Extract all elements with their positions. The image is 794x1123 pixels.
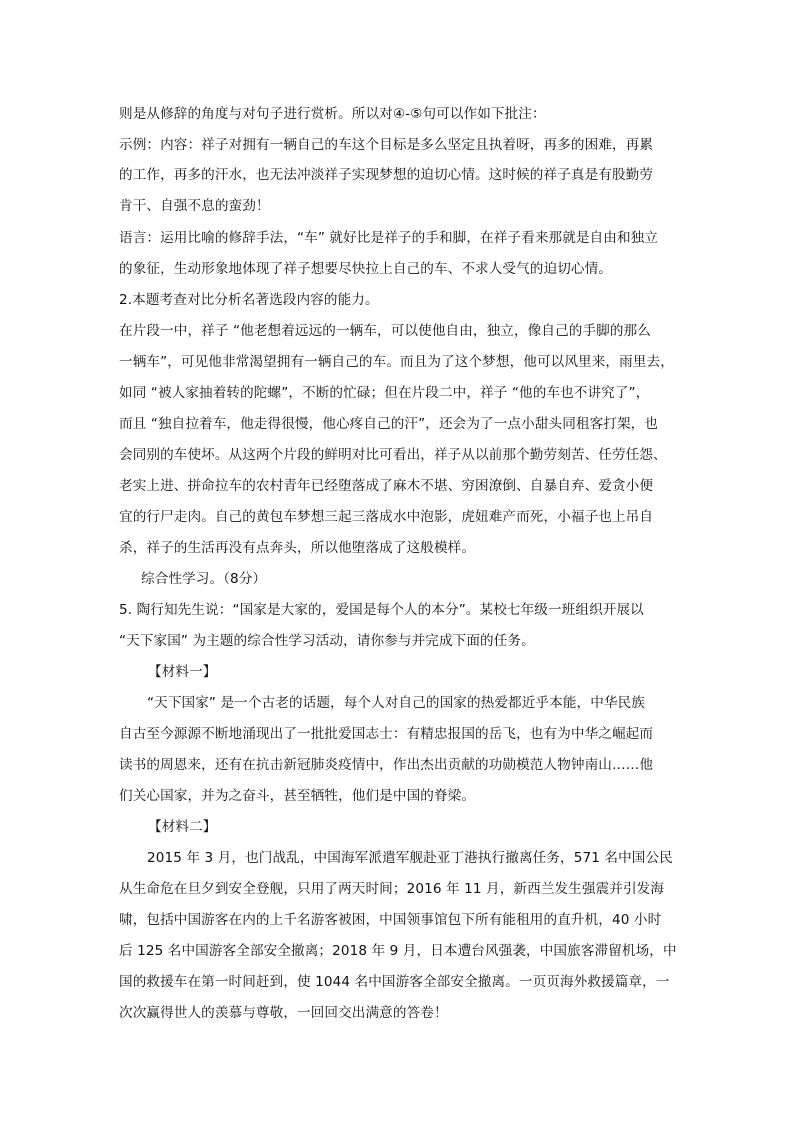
- text-line: 从生命危在旦夕到安全登舰，只用了两天时间；2016 年 11 月，新西兰发生强震并引发海: [119, 881, 665, 897]
- text-line: 一辆车”，可见他非常渴望拥有一辆自己的车。而且为了这个梦想，他可以风里来，雨里去，: [119, 354, 674, 370]
- text-line: 会同别的车使坏。从这两个片段的鲜明对比可看出，祥子从以前那个勤劳刻苦、任劳任怨、: [119, 447, 667, 463]
- text-line: 读书的周恩来，还有在抗击新冠肺炎疫情中，作出杰出贡献的功勋模范人物钟南山……他: [119, 757, 654, 773]
- text-line: 宜的行尸走肉。自己的黄包车梦想三起三落成水中泡影，虎妞难产而死，小福子也上吊自: [119, 509, 654, 525]
- question-line: 5. 陶行知先生说：“国家是大家的，爱国是每个人的本分”。某校七年级一班组织开展以: [119, 602, 644, 618]
- text-line: 在片段一中，祥子 “他老想着远远的一辆车，可以使他自由，独立，像自己的手脚的那么: [119, 323, 651, 339]
- text-line: 如同 “被人家抽着转的陀螺”，不断的忙碌；但在片段二中，祥子 “他的车也不讲究了”，: [119, 385, 650, 401]
- material-heading: 【材料一】: [148, 664, 217, 680]
- material-heading: 【材料二】: [148, 819, 217, 835]
- section-heading: 2.本题考查对比分析名著选段内容的能力。: [119, 292, 379, 308]
- question-line: “天下家国” 为主题的综合性学习活动，请你参与并完成下面的任务。: [119, 633, 535, 649]
- text-line: 次次赢得世人的羡慕与尊敬，一回回交出满意的答卷！: [119, 1005, 448, 1021]
- text-line: 而且 “独自拉着车，他走得很慢，他心疼自己的汗”，还会为了一点小甜头同租客打架，也: [119, 416, 659, 432]
- text-line: 啸，包括中国游客在内的上千名游客被困，中国领事馆包下所有能租用的直升机，40 小时: [119, 912, 662, 928]
- text-line: 国的救援车在第一时间赶到，使 1044 名中国游客全部安全撤离。一页页海外救援篇章，一: [119, 974, 670, 990]
- text-line: 的象征，生动形象地体现了祥子想要尽快拉上自己的车、不求人受气的迫切心情。: [119, 261, 612, 277]
- text-line: 老实上进、拼命拉车的农村青年已经堕落成了麻木不堪、穷困潦倒、自暴自弃、爱贪小便: [119, 478, 654, 494]
- text-line: 自古至今源源不断地涌现出了一批批爱国志士：有精忠报国的岳飞，也有为中华之崛起而: [119, 726, 654, 742]
- text-line: 杀，祥子的生活再没有点奔头，所以他堕落成了这般模样。: [119, 540, 476, 556]
- text-line: 们关心国家，并为之奋斗，甚至牺牲，他们是中国的脊梁。: [119, 788, 476, 804]
- section-heading: 综合性学习。（8分）: [141, 571, 267, 587]
- text-line: 肯干、自强不息的蛮劲！: [119, 198, 270, 214]
- text-line: 2015 年 3 月，也门战乱，中国海军派遣军舰赴亚丁港执行撤离任务，571 名中国公民: [147, 850, 673, 866]
- text-line: “天下国家” 是一个古老的话题，每个人对自己的国家的热爱都近乎本能，中华民族: [147, 695, 645, 711]
- text-line: 的工作，再多的汗水，也无法冲淡祥子实现梦想的迫切心情。这时候的祥子真是有股勤劳: [119, 167, 654, 183]
- text-line: 后 125 名中国游客全部安全撤离；2018 年 9 月，日本遭台风强袭，中国旅客滞留机场，中: [119, 943, 677, 959]
- text-line: 语言：运用比喻的修辞手法，“车” 就好比是祥子的手和脚，在祥子看来那就是自由和独立: [119, 230, 659, 246]
- text-line: 则是从修辞的角度与对句子进行赏析。所以对④-⑤句可以作如下批注：: [119, 106, 546, 122]
- text-line: 示例：内容：祥子对拥有一辆自己的车这个目标是多么坚定且执着呀，再多的困难，再累: [119, 137, 654, 153]
